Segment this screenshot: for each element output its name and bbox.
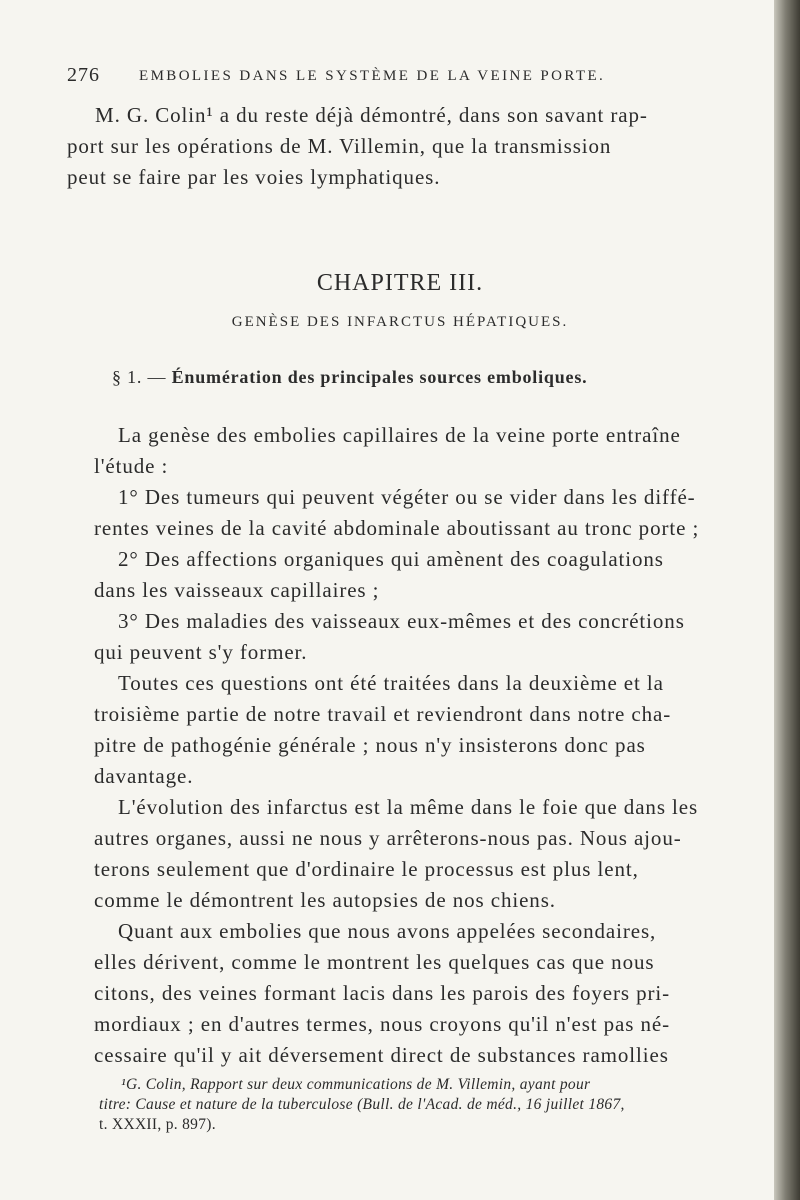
text-line: davantage. <box>94 764 194 788</box>
section-heading <box>112 367 587 388</box>
chapter-subtitle: GENÈSE DES INFARCTUS HÉPATIQUES. <box>231 314 569 330</box>
text-line: 1° Des tumeurs qui peuvent végéter ou se vider dans les diffé- <box>118 485 696 509</box>
text-line: dans les vaisseaux capillaires ; <box>94 578 380 602</box>
text-line: port sur les opérations de M. Villemin, que la transmission <box>67 134 612 158</box>
text-line: La genèse des embolies capillaires de la veine porte entraîne <box>118 423 681 447</box>
chapter-title: CHAPITRE III. <box>316 270 484 296</box>
text-line: peut se faire par les voies lymphatiques. <box>67 165 441 189</box>
text-line: citons, des veines formant lacis dans les parois des foyers pri- <box>94 981 671 1005</box>
text-line: 3° Des maladies des vaisseaux eux-mêmes et des concrétions <box>118 609 685 633</box>
text-line: Quant aux embolies que nous avons appelées secondaires, <box>118 919 657 943</box>
running-head: EMBOLIES DANS LE SYSTÈME DE LA VEINE PORTE. <box>139 68 606 84</box>
text-line: qui peuvent s'y former. <box>94 640 308 664</box>
section-title: Énumération des principales sources emboliques. <box>171 367 588 387</box>
page-binding-edge <box>774 0 800 1200</box>
text-line: terons seulement que d'ordinaire le processus est plus lent, <box>94 857 639 881</box>
text-line: 2° Des affections organiques qui amènent des coagulations <box>118 547 664 571</box>
text-line: mordiaux ; en d'autres termes, nous croyons qu'il n'est pas né- <box>94 1012 671 1036</box>
page-header <box>67 64 767 94</box>
footnote <box>99 1075 759 1135</box>
text-line: Toutes ces questions ont été traitées dans la deuxième et la <box>118 671 664 695</box>
page-number: 276 <box>67 64 100 86</box>
text-line: L'évolution des infarctus est la même dans le foie que dans les <box>118 795 699 819</box>
text-line: l'étude : <box>94 454 169 478</box>
text-line: rentes veines de la cavité abdominale aboutissant au tronc porte ; <box>94 516 700 540</box>
body-text <box>94 420 764 1071</box>
footnote-line: t. XXXII, p. 897). <box>99 1116 216 1133</box>
text-line: cessaire qu'il y ait déversement direct de substances ramollies <box>94 1043 669 1067</box>
footnote-line: ¹G. Colin, Rapport sur deux communications de M. Villemin, ayant pour <box>121 1076 591 1093</box>
intro-paragraph <box>67 100 765 193</box>
footnote-line: titre: Cause et nature de la tuberculose (Bull. de l'Acad. de méd., 16 juillet 1867, <box>99 1096 625 1113</box>
text-line: autres organes, aussi ne nous y arrêterons-nous pas. Nous ajou- <box>94 826 682 850</box>
text-line: elles dérivent, comme le montrent les quelques cas que nous <box>94 950 655 974</box>
text-line: pitre de pathogénie générale ; nous n'y insisterons donc pas <box>94 733 646 757</box>
text-line: troisième partie de notre travail et reviendront dans notre cha- <box>94 702 672 726</box>
section-number: § 1. — <box>112 367 167 387</box>
text-line: comme le démontrent les autopsies de nos chiens. <box>94 888 556 912</box>
text-line: M. G. Colin¹ a du reste déjà démontré, dans son savant rap- <box>95 103 648 127</box>
